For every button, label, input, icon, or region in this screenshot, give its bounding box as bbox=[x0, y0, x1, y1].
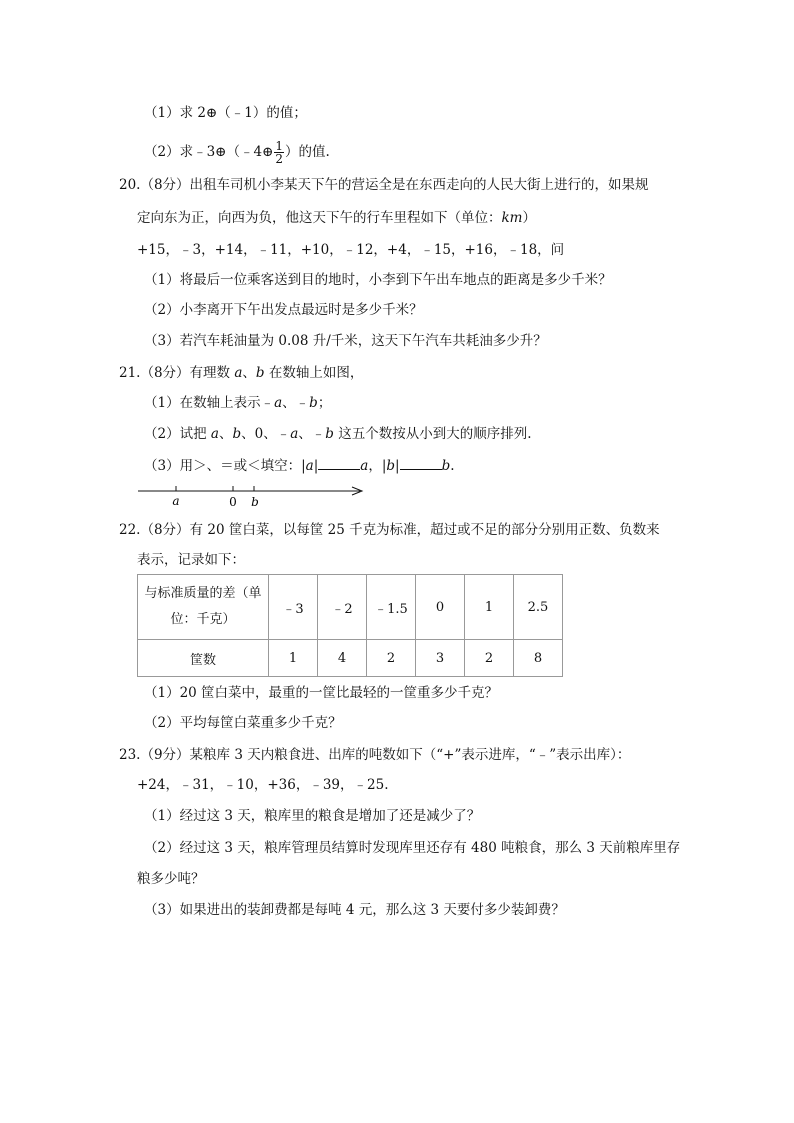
q21-stem: 21.（8分）有理数 a、b 在数轴上如图， bbox=[119, 365, 364, 381]
fill-blank-2[interactable] bbox=[400, 455, 442, 470]
q21-part1: （1）在数轴上表示﹣a、﹣b； bbox=[144, 395, 332, 411]
q23-data: +24，﹣31，﹣10，+36，﹣39，﹣25. bbox=[137, 777, 389, 793]
table-cell: 3 bbox=[416, 640, 465, 677]
table-header-cell: 与标准质量的差（单 位：千克） bbox=[138, 575, 269, 640]
q21-part3: （3）用＞、＝或＜填空：|a| a，|b| b. bbox=[144, 455, 455, 476]
table-cell: 8 bbox=[514, 640, 563, 677]
q23-part2-cont: 粮多少吨？ bbox=[137, 871, 205, 887]
table-cell: 1 bbox=[269, 640, 318, 677]
table-cell: 2 bbox=[465, 640, 514, 677]
cabbage-weight-table bbox=[137, 574, 563, 677]
table-row bbox=[138, 640, 563, 677]
table-cell: ﹣3 bbox=[269, 575, 318, 640]
q22-part1: （1）20 筐白菜中，最重的一筐比最轻的一筐重多少千克？ bbox=[144, 685, 499, 701]
q20-part1: （1）将最后一位乘客送到目的地时，小李到下午出车地点的距离是多少千米？ bbox=[144, 272, 612, 288]
label-a: a bbox=[172, 494, 180, 508]
q21-part2: （2）试把 a、b、0、﹣a、﹣b 这五个数按从小到大的顺序排列. bbox=[144, 426, 532, 442]
table-row bbox=[138, 575, 563, 640]
q20-part3: （3）若汽车耗油量为 0.08 升/千米，这天下午汽车共耗油多少升？ bbox=[144, 333, 547, 349]
table-cell: 1 bbox=[465, 575, 514, 640]
q20-stem-line2: 定向东为正，向西为负，他这天下午的行车里程如下（单位：km） bbox=[137, 210, 536, 226]
q19-part2: （2）求﹣3⊕（﹣4⊕ $\frac{1}{2}$ ）的值. bbox=[144, 139, 330, 166]
q22-stem-line2: 表示，记录如下： bbox=[137, 552, 245, 568]
q22-part2: （2）平均每筐白菜重多少千克？ bbox=[144, 715, 342, 731]
q22-stem-line1: 22.（8分）有 20 筐白菜，以每筐 25 千克为标准，超过或不足的部分分别用正数、负数来 bbox=[119, 522, 660, 538]
q23-part2: （2）经过这 3 天，粮库管理员结算时发现库里还存有 480 吨粮食，那么 3 天前粮库里存 bbox=[144, 840, 681, 856]
table-cell: 2.5 bbox=[514, 575, 563, 640]
number-line-diagram bbox=[134, 482, 374, 512]
table-cell: ﹣1.5 bbox=[367, 575, 416, 640]
q20-stem-line1: 20.（8分）出租车司机小李某天下午的营运全是在东西走向的人民大街上进行的，如果规 bbox=[119, 177, 649, 193]
q19-part1: （1）求 2⊕（﹣1）的值； bbox=[144, 105, 307, 121]
label-zero: 0 bbox=[229, 495, 237, 509]
table-cell: ﹣2 bbox=[318, 575, 367, 640]
q23-part3: （3）如果进出的装卸费都是每吨 4 元，那么这 3 天要付多少装卸费？ bbox=[144, 902, 565, 918]
label-b: b bbox=[251, 495, 259, 509]
table-cell: 2 bbox=[367, 640, 416, 677]
q23-part1: （1）经过这 3 天，粮库里的粮食是增加了还是减少了？ bbox=[144, 808, 481, 824]
q20-part2: （2）小李离开下午出发点最远时是多少千米？ bbox=[144, 302, 423, 318]
fill-blank-1[interactable] bbox=[318, 455, 360, 470]
q23-stem: 23.（9分）某粮库 3 天内粮食进、出库的吨数如下（“+”表示进库，“﹣”表示出库）： bbox=[119, 747, 631, 763]
q20-data: +15，﹣3，+14，﹣11，+10，﹣12，+4，﹣15，+16，﹣18，问 bbox=[137, 242, 565, 258]
table-cell: 4 bbox=[318, 640, 367, 677]
table-header-cell: 筐数 bbox=[138, 640, 269, 677]
table-cell: 0 bbox=[416, 575, 465, 640]
fraction-one-half: $\frac{1}{2}$ bbox=[275, 139, 284, 166]
